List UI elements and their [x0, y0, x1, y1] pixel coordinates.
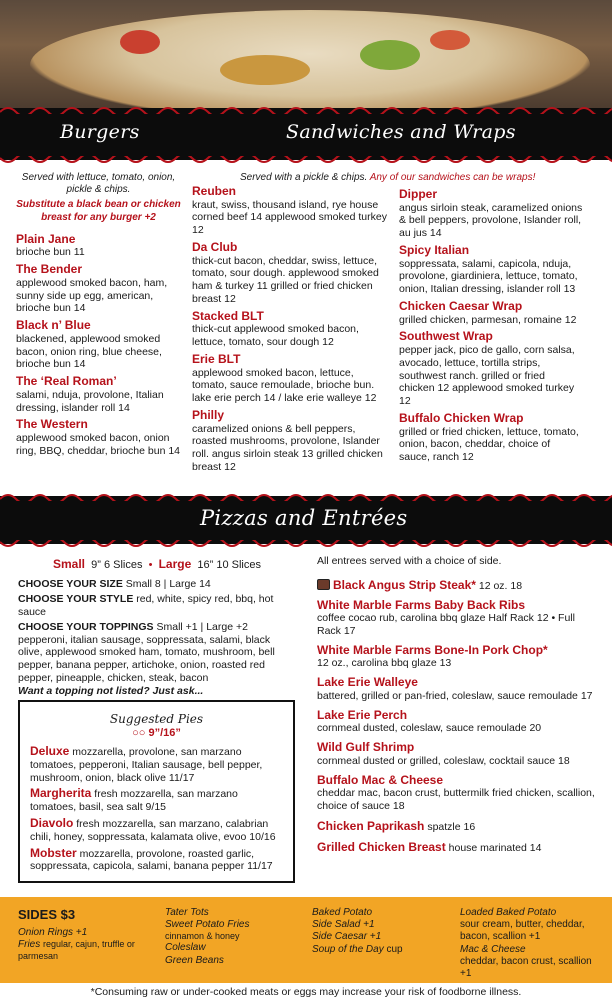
- sides-title: SIDES $3: [18, 907, 76, 922]
- menu-item: [192, 309, 387, 349]
- tomato-garnish: [120, 30, 160, 54]
- item-desc: kraut, swiss, thousand island, rye house corned beef 14 applewood smoked turkey 12: [192, 198, 387, 237]
- choose-style-row: [18, 593, 296, 619]
- entree-item: [317, 598, 599, 638]
- hero-food-photo: [0, 0, 612, 112]
- item-name: Spicy Italian: [399, 243, 470, 258]
- item-desc: caramelized onions & bell peppers, roasted mushrooms, provolone, Islander roll. angus sirloin steak 13 grilled chicken breast 12: [192, 422, 383, 474]
- side-item-soup: [312, 944, 447, 956]
- item-name: Da Club: [192, 240, 238, 255]
- ask-topping-note: Want a topping not listed? Just ask...: [18, 684, 204, 697]
- entrees-column: [317, 555, 599, 854]
- sides-col-4: [460, 907, 605, 980]
- entree-item: [317, 578, 599, 593]
- item-desc: grilled chicken, parmesan, romaine 12: [399, 313, 577, 326]
- menu-item: [192, 240, 387, 306]
- lettuce-garnish: [360, 40, 420, 70]
- item-desc: thick-cut applewood smoked bacon, lettuce, tomato, sour dough 12: [192, 323, 359, 349]
- entree-item: [317, 740, 599, 767]
- pie-desc: fresh mozzarella, san marzano tomatoes, basil, sea salt 9/15: [30, 788, 238, 814]
- item-desc: brioche bun 11: [16, 246, 85, 259]
- menu-item: [399, 243, 583, 296]
- sandwiches-heading: Sandwiches and Wraps: [286, 121, 516, 143]
- pie-desc: mozzarella, provolone, roasted garlic, soppressata, capicola, salami, banana pepper 11/17: [30, 847, 273, 873]
- side-item: Coleslaw: [165, 942, 206, 954]
- pie-item: [30, 816, 283, 844]
- entree-name: White Marble Farms Bone-In Pork Chop*: [317, 642, 548, 657]
- item-desc: blackened, applewood smoked bacon, onion ring, blue cheese, brioche bun 14: [16, 332, 162, 371]
- item-name: Plain Jane: [16, 231, 76, 246]
- side-name: Soup of the Day: [312, 943, 384, 955]
- suggested-pies-size: [30, 727, 283, 740]
- entree-item: [317, 840, 599, 855]
- pie-desc: fresh mozzarella, san marzano, calabrian chili, honey, soppressata, kalamata olive, evoo 10/16: [30, 818, 276, 843]
- wave-border-mid-top: [0, 491, 612, 501]
- item-desc: salami, nduja, provolone, Italian dressing, islander roll 14: [16, 388, 164, 414]
- pie-item: [30, 744, 283, 784]
- entree-desc: spatzle 16: [427, 820, 476, 833]
- menu-item: [16, 417, 181, 457]
- item-name: Black n’ Blue: [16, 318, 91, 333]
- sandwiches-column-2: [399, 184, 583, 464]
- entree-desc: cornmeal dusted or grilled, coleslaw, cocktail sauce 18: [317, 754, 570, 767]
- menu-item: [399, 299, 583, 326]
- burgers-column: [16, 172, 181, 458]
- side-note: cinnamon & honey: [165, 931, 240, 942]
- item-name: Reuben: [192, 184, 237, 198]
- burgers-served-note: Served with lettuce, tomato, onion, pickle & chips.: [21, 172, 176, 196]
- item-desc: applewood smoked bacon, onion ring, BBQ, cheddar, brioche bun 14: [16, 432, 181, 457]
- item-name: Buffalo Chicken Wrap: [399, 411, 524, 426]
- entree-desc: cornmeal dusted, coleslaw, sauce remoulade 20: [317, 722, 542, 735]
- sandwiches-column-1: [192, 181, 387, 474]
- side-item: Sweet Potato Fries: [165, 919, 250, 931]
- menu-item: [399, 411, 583, 464]
- side-item: Side Salad +1: [312, 919, 375, 931]
- entree-item: [317, 819, 599, 834]
- entree-name: Wild Gulf Shrimp: [317, 740, 415, 755]
- fried-fish-piece: [220, 55, 310, 85]
- item-name: Stacked BLT: [192, 308, 264, 323]
- menu-item: [192, 184, 387, 237]
- entrees-note: All entrees served with a choice of side.: [317, 555, 502, 567]
- wave-border-bottom: [0, 156, 612, 166]
- entree-name: Lake Erie Walleye: [317, 675, 418, 690]
- toppings-list: pepperoni, italian sausage, soppressata, salami, black olive, applewood smoked ham, tomato, mushroom, bell pepper, banana pepper, artichoke, onion, roasted red pepper, pineapple, chicken, steak, bacon: [18, 633, 275, 684]
- item-name: Southwest Wrap: [399, 329, 493, 344]
- toppings-value: Small +1 | Large +2: [156, 620, 248, 633]
- sides-section: [0, 897, 612, 983]
- menu-item: [399, 329, 583, 408]
- item-desc: pepper jack, pico de gallo, corn salsa, avocado, lettuce, tortilla strips, southwest ranch. grilled or fried chicken 12 applewood smoked turkey 12: [399, 344, 575, 408]
- suggested-pies-box: [18, 700, 295, 883]
- burgers-heading: Burgers: [60, 121, 140, 143]
- steak-icon: [317, 579, 330, 590]
- item-desc: applewood smoked bacon, ham, sunny side up egg, american, brioche bun 14: [16, 276, 168, 315]
- pie-item: [30, 846, 283, 874]
- pizzas-heading: Pizzas and Entrées: [200, 506, 408, 530]
- entree-name: Buffalo Mac & Cheese: [317, 772, 444, 787]
- item-name: The Bender: [16, 262, 83, 277]
- small-desc: 9” 6 Slices: [91, 559, 143, 571]
- menu-item: [16, 374, 181, 414]
- toppings-label: CHOOSE YOUR TOPPINGS: [18, 620, 154, 633]
- item-desc: angus sirloin steak, caramelized onions & bell peppers, provolone, Islander roll, au jus 14: [399, 201, 583, 240]
- item-desc: soppressata, salami, capicola, nduja, provolone, giardiniera, lettuce, tomato, onion, Italian dressing, islander roll 13: [399, 257, 578, 296]
- side-note: cheddar, bacon crust, scallion +1: [460, 955, 592, 979]
- entree-desc: cheddar mac, bacon crust, buttermilk fried chicken, scallion, choice of sauce 18: [317, 787, 595, 812]
- pizza-builder: [18, 557, 296, 698]
- pie-name: Margherita: [30, 786, 92, 801]
- burgers-substitute-note: Substitute a black bean or chicken breast for any burger +2: [16, 199, 181, 223]
- wraps-note: Any of our sandwiches can be wraps!: [369, 172, 536, 183]
- menu-item: [192, 352, 387, 405]
- entree-item: [317, 773, 599, 813]
- entree-desc: 12 oz. 18: [478, 579, 523, 592]
- item-desc: applewood smoked bacon, lettuce, tomato, sauce remoulade, brioche bun. lake erie perch 14 / lake erie walleye 12: [192, 366, 377, 405]
- entree-desc: house marinated 14: [448, 841, 542, 854]
- item-name: Philly: [192, 408, 225, 423]
- item-desc: grilled or fried chicken, lettuce, tomato, onion, bacon, cheddar, choice of sauce, ranch 12: [399, 425, 579, 464]
- large-desc: 16” 10 Slices: [197, 559, 261, 571]
- menu-item: [192, 408, 387, 474]
- entree-desc: 12 oz., carolina bbq glaze 13: [317, 657, 452, 670]
- choose-toppings-row: [18, 621, 296, 634]
- size-text: 9”/16”: [148, 726, 181, 739]
- pizza-size-line: [18, 557, 296, 572]
- size-value: Small 8 | Large 14: [125, 578, 211, 591]
- entree-item: [317, 643, 599, 670]
- style-value: red, white, spicy red, bbq, hot sauce: [18, 593, 274, 618]
- menu-item: [16, 262, 181, 315]
- item-name: The ‘Real Roman’: [16, 374, 117, 389]
- entree-name: Chicken Paprikash: [317, 818, 425, 833]
- served-text: Served with a pickle & chips.: [240, 172, 368, 183]
- item-name: Dipper: [399, 187, 438, 201]
- large-label: Large: [158, 557, 192, 571]
- size-label: CHOOSE YOUR SIZE: [18, 578, 123, 591]
- pie-name: Diavolo: [30, 816, 74, 831]
- side-item: Side Caesar +1: [312, 931, 382, 943]
- sides-col-2: [165, 907, 300, 967]
- menu-item: [399, 187, 583, 240]
- wave-border-mid-bottom: [0, 540, 612, 550]
- small-label: Small: [53, 557, 86, 571]
- sides-col-3: [312, 907, 447, 956]
- food-plate-image: [30, 10, 590, 112]
- side-item: Tater Tots: [165, 907, 209, 918]
- item-name: Chicken Caesar Wrap: [399, 299, 523, 314]
- side-note: sour cream, butter, cheddar, bacon, scallion +1: [460, 919, 585, 943]
- side-item-fries: [18, 939, 153, 963]
- choose-size-row: [18, 578, 296, 591]
- raw-food-disclaimer: *Consuming raw or under-cooked meats or eggs may increase your risk of foodborne illness.: [90, 986, 522, 998]
- side-item: Green Beans: [165, 954, 224, 966]
- side-item: Baked Potato: [312, 907, 373, 918]
- entree-name: White Marble Farms Baby Back Ribs: [317, 597, 526, 612]
- tomato-garnish-2: [430, 30, 470, 50]
- entree-name: Grilled Chicken Breast: [317, 839, 446, 854]
- pie-name: Mobster: [30, 845, 77, 860]
- style-label: CHOOSE YOUR STYLE: [18, 593, 134, 606]
- wave-border-top: [0, 104, 612, 114]
- sides-col-1: [18, 907, 153, 963]
- pie-desc: mozzarella, provolone, san marzano tomatoes, pepperoni, Italian sausage, bell pepper, mushroom, onion, black olive 11/17: [30, 746, 263, 784]
- side-item: Onion Rings +1: [18, 926, 88, 938]
- side-options: regular, cajun, truffle or parmesan: [18, 939, 135, 962]
- side-item: Mac & Cheese: [460, 943, 526, 955]
- menu-item: [16, 232, 181, 259]
- side-item: Loaded Baked Potato: [460, 907, 557, 918]
- menu-item: [16, 318, 181, 371]
- side-note: cup: [386, 943, 403, 955]
- pie-name: Deluxe: [30, 744, 70, 759]
- entree-item: [317, 675, 599, 702]
- pie-item: [30, 786, 283, 814]
- entree-desc: battered, grilled or pan-fried, coleslaw, sauce remoulade 17: [317, 689, 593, 702]
- pie-icon: ○○: [132, 726, 146, 739]
- item-desc: thick-cut bacon, cheddar, swiss, lettuce, tomato, sour dough. applewood smoked ham & turkey 11 grilled or fried chicken breast 12: [192, 254, 379, 306]
- suggested-pies-title: Suggested Pies: [109, 712, 204, 726]
- side-name: Fries: [18, 939, 41, 951]
- entree-item: [317, 708, 599, 735]
- entree-desc: coffee cocao rub, carolina bbq glaze Half Rack 12 • Full Rack 17: [317, 612, 575, 638]
- entree-name: Black Angus Strip Steak*: [333, 577, 476, 592]
- item-name: Erie BLT: [192, 352, 241, 367]
- bullet-separator: •: [145, 559, 156, 571]
- entree-name: Lake Erie Perch: [317, 707, 408, 722]
- item-name: The Western: [16, 417, 88, 432]
